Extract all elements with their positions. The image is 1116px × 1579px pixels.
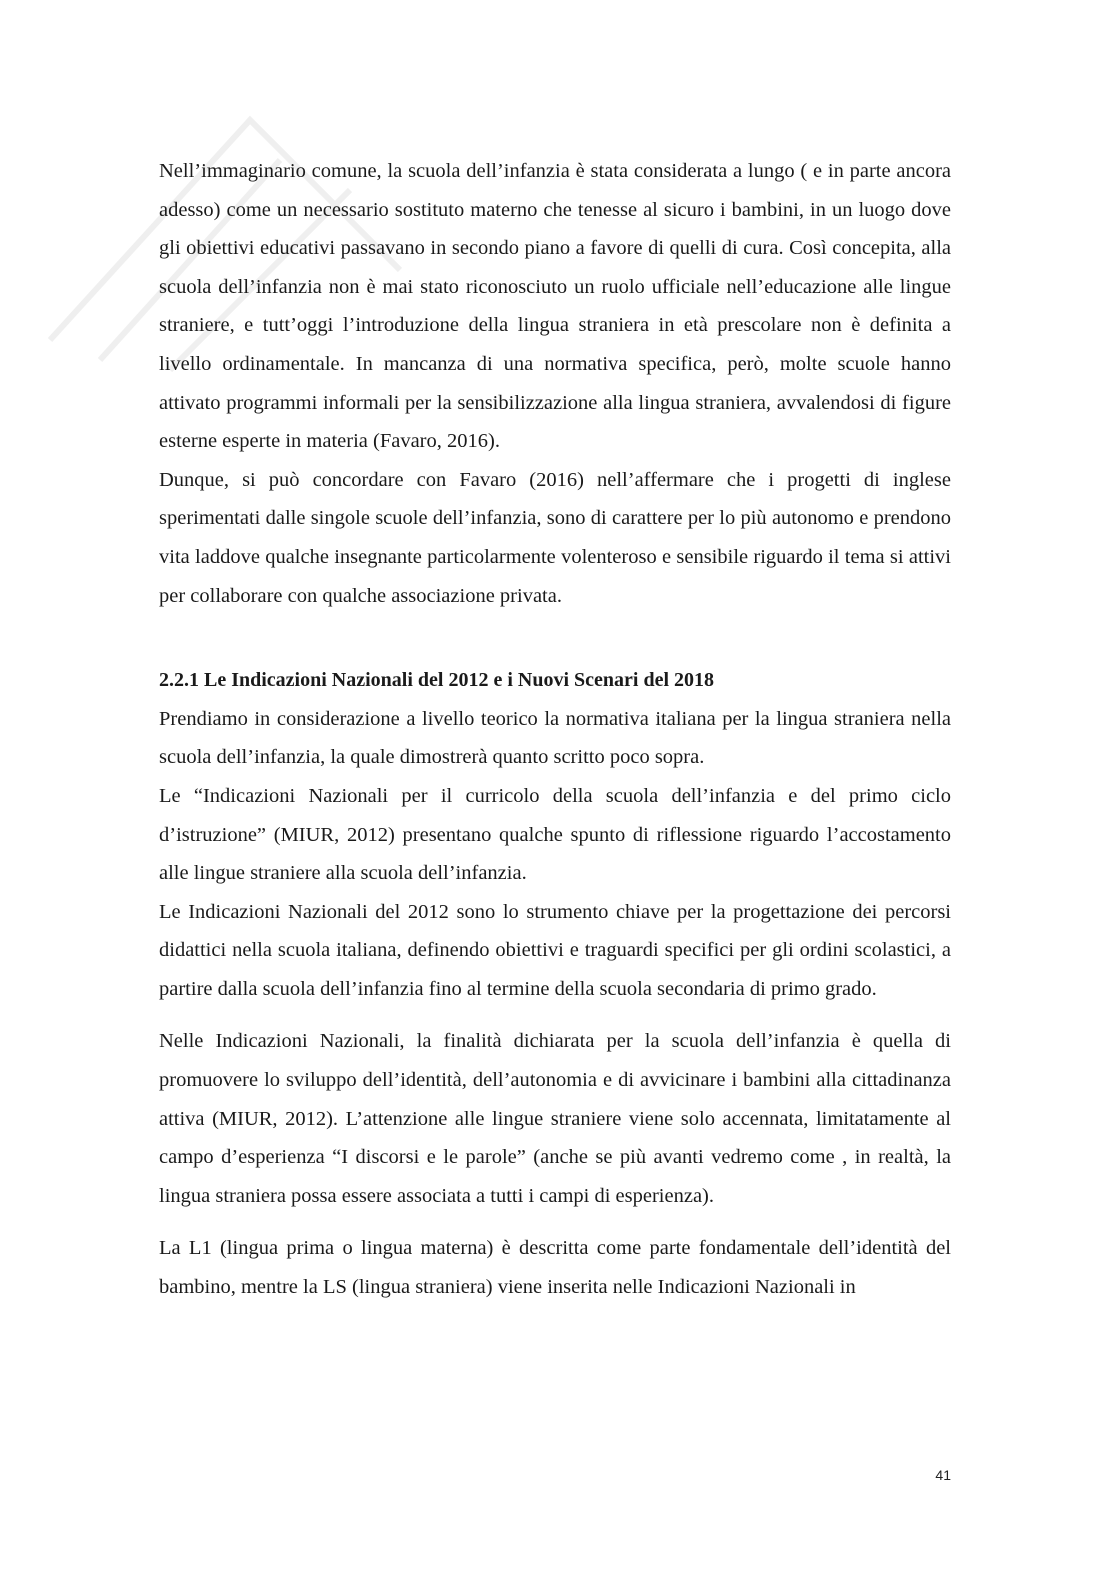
page-number: 41 (935, 1467, 951, 1483)
paragraph-strumento-chiave: Le Indicazioni Nazionali del 2012 sono lo strumento chiave per la progettazione dei percorsi didattici nella scuola italiana, definendo obiettivi e traguardi specifici per gli ordini scolastici, a partire dalla scuola dell’infanzia fino al termine della scuola secondaria di primo grado. (159, 900, 951, 1000)
paragraph-l1-ls: La L1 (lingua prima o lingua materna) è descritta come parte fondamentale dell’identità del bambino, mentre la LS (lingua straniera) viene inserita nelle Indicazioni Nazionali in (159, 1237, 951, 1299)
section-heading: 2.2.1 Le Indicazioni Nazionali del 2012 e i Nuovi Scenari del 2018 (159, 669, 715, 692)
paragraph-favaro: Dunque, si può concordare con Favaro (2016) nell’affermare che i progetti di inglese sperimentati dalle singole scuole dell’infanzia, sono di carattere per lo più autonomo e prendono vita laddove qualche insegnante particolarmente volenteroso e sensibile riguardo il tema si attivi per collaborare con qualche associazione privata. (159, 468, 951, 607)
document-body (159, 152, 951, 1307)
paragraph-indicazioni-titolo: Le “Indicazioni Nazionali per il curricolo della scuola dell’infanzia e del primo ciclo d’istruzione” (MIUR, 2012) presentano qualche spunto di riflessione riguardo l’accostamento alle lingue straniere alla scuola dell’infanzia. (159, 784, 951, 885)
paragraph-intro: Nell’immaginario comune, la scuola dell’infanzia è stata considerata a lungo ( e in parte ancora adesso) come un necessario sostituto materno che tenesse al sicuro i bambini, in un luogo dove gli obiettivi educativi passavano in secondo piano a favore di quelli di cura. Così concepita, alla scuola dell’infanzia non è mai stato riconosciuto un ruolo ufficiale nell’educazione alle lingue straniere, e tutt’oggi l’introduzione della lingua straniera in età prescolare non è definita a livello ordinamentale. In mancanza di una normativa specifica, però, molte scuole hanno attivato programmi informali per la sensibilizzazione alla lingua straniera, avvalendosi di figure esterne esperte in materia (Favaro, 2016). (159, 160, 951, 453)
paragraph-finalita: Nelle Indicazioni Nazionali, la finalità dichiarata per la scuola dell’infanzia è quella di promuovere lo sviluppo dell’identità, dell’autonomia e di avvicinare i bambini alla cittadinanza attiva (MIUR, 2012). L’attenzione alle lingue straniere viene solo accennata, limitatamente al campo d’esperienza “I discorsi e le parole” (anche se più avanti vedremo come , in realtà, la lingua straniera possa essere associata a tutti i campi di esperienza). (159, 1030, 951, 1207)
paragraph-normativa: Prendiamo in considerazione a livello teorico la normativa italiana per la lingua straniera nella scuola dell’infanzia, la quale dimostrerà quanto scritto poco sopra. (159, 707, 951, 769)
